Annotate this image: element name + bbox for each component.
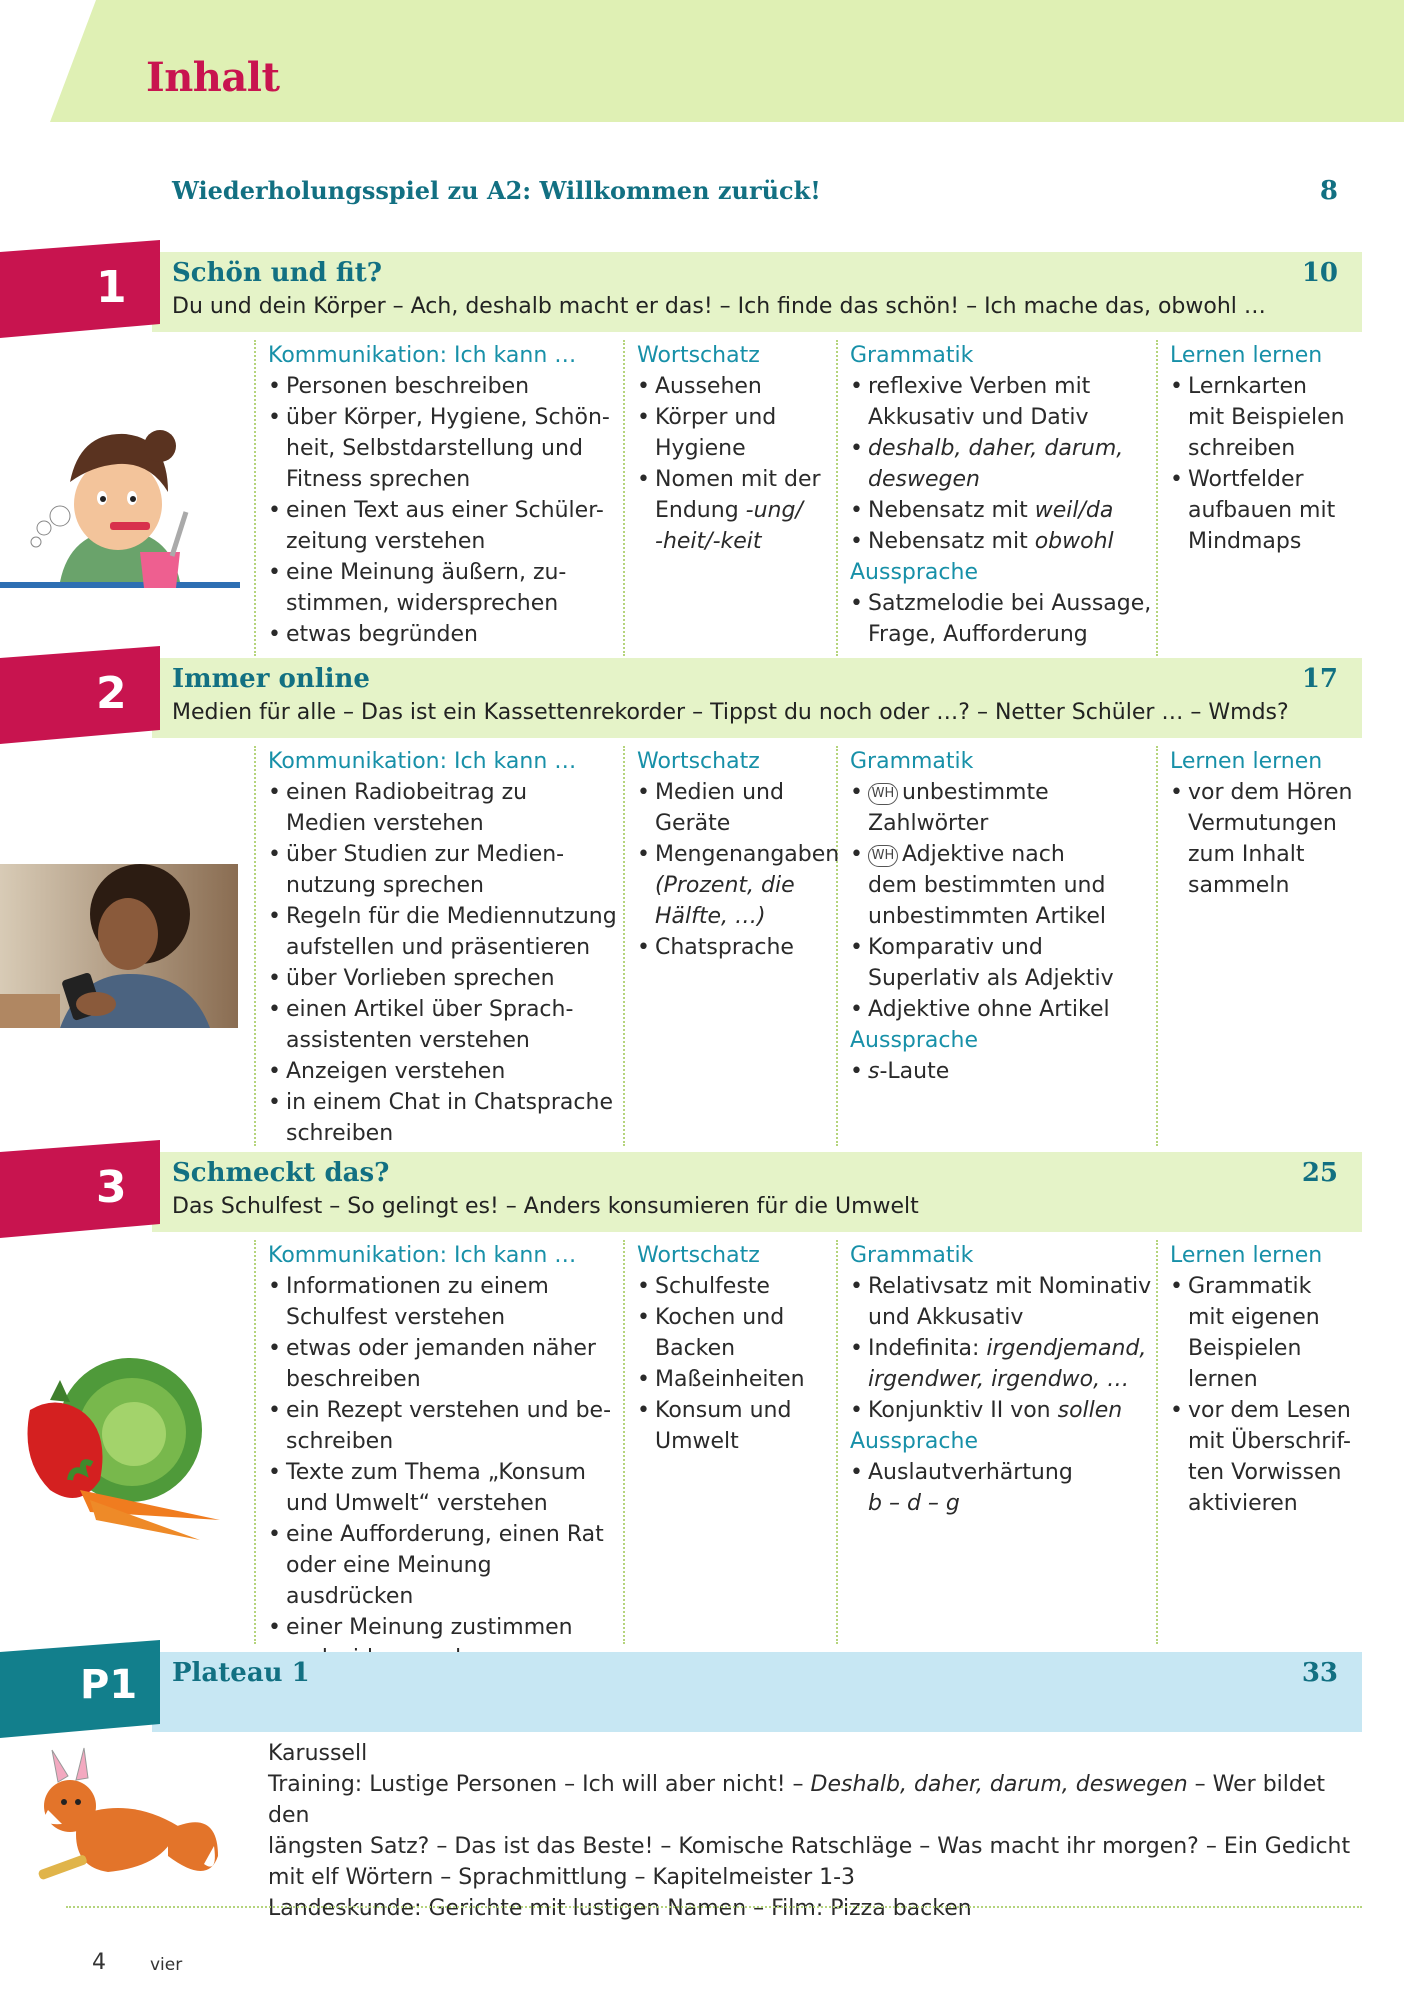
list-item: • Schulfeste (637, 1271, 836, 1302)
woman-with-phone-photo (0, 864, 238, 1028)
list-item: • s-Laute (850, 1056, 1156, 1087)
list-item: • Adjektive ohne Artikel (850, 994, 1156, 1025)
column-heading: Wortschatz (637, 1243, 760, 1268)
list-item: • Wortfelder aufbauen mit Mindmaps (1170, 464, 1360, 557)
bottom-divider (66, 1906, 1362, 1908)
list-item: • Lernkarten mit Beispielen schreiben (1170, 371, 1360, 464)
list-item: • Personen beschreiben (268, 371, 623, 402)
chapter-subtitle: Du und dein Körper – Ach, deshalb macht er das! – Ich finde das schön! – Ich mache das, obwohl … (172, 294, 1266, 319)
list-item: • Nebensatz mit obwohl (850, 526, 1156, 557)
girl-brushing-teeth-illustration (0, 412, 240, 598)
column-divider (1156, 1240, 1158, 1644)
chapter-title[interactable]: Immer online (172, 664, 370, 694)
column-divider (1156, 746, 1158, 1146)
list-item: • Medien und Geräte (637, 777, 836, 839)
kommunikation-column (258, 746, 623, 1149)
page-title: Inhalt (146, 54, 280, 101)
plateau-band (152, 1652, 1362, 1732)
column-divider (254, 1240, 256, 1644)
list-item: • Relativsatz mit Nominativ und Akkusativ (850, 1271, 1156, 1333)
lernen-column (1160, 1240, 1360, 1519)
list-item: • Chatsprache (637, 932, 836, 963)
chapter-page-number: 10 (1301, 258, 1338, 288)
grammatik-column (840, 340, 1156, 650)
list-item: • Regeln für die Mediennutzung aufstellen und präsentieren (268, 901, 623, 963)
list-item: • Indefinita: irgendjemand, irgendwer, irgendwo, … (850, 1333, 1156, 1395)
chapter-page-number: 17 (1301, 664, 1338, 694)
column-divider (623, 1240, 625, 1644)
list-item: • Mengenangaben (Prozent, die Hälfte, …) (637, 839, 836, 932)
list-item: • Komparativ und Superlativ als Adjektiv (850, 932, 1156, 994)
list-item: • über Körper, Hygiene, Schön- heit, Selbstdarstellung und Fitness sprechen (268, 402, 623, 495)
grammatik-column (840, 1240, 1156, 1519)
column-heading: Grammatik (850, 343, 974, 368)
column-divider (254, 746, 256, 1146)
list-item: • vor dem Hören Vermutungen zum Inhalt sammeln (1170, 777, 1360, 901)
list-item: • Texte zum Thema „Konsum und Umwelt“ verstehen (268, 1457, 623, 1519)
wortschatz-column (627, 746, 840, 963)
aussprache-heading: Aussprache (850, 560, 978, 585)
aussprache-heading: Aussprache (850, 1028, 978, 1053)
list-item: • etwas begründen (268, 619, 623, 650)
column-divider (836, 746, 838, 1146)
list-item: • WH Adjektive nach dem bestimmten und unbestimmten Artikel (850, 839, 1156, 932)
list-item: • Maßeinheiten (637, 1364, 836, 1395)
intro-page-number: 8 (1319, 176, 1338, 206)
list-item: • etwas oder jemanden näher beschreiben (268, 1333, 623, 1395)
list-item: • Nomen mit der Endung -ung/ -heit/-keit (637, 464, 836, 557)
list-item: • Auslautverhärtung b – d – g (850, 1457, 1156, 1519)
plateau-line: Training: Lustige Personen – Ich will aber nicht! – Deshalb, daher, darum, deswegen – Wer bildet den (268, 1772, 1326, 1828)
column-divider (254, 340, 256, 656)
chapter-title[interactable]: Schmeckt das? (172, 1158, 390, 1188)
column-heading: Kommunikation: Ich kann … (268, 1243, 577, 1268)
list-item: • Konjunktiv II von sollen (850, 1395, 1156, 1426)
intro-title: Wiederholungsspiel zu A2: Willkommen zurück! (172, 176, 821, 205)
list-item: • Konsum und Umwelt (637, 1395, 836, 1457)
column-heading: Grammatik (850, 749, 974, 774)
list-item: • Anzeigen verstehen (268, 1056, 623, 1087)
chapter-title[interactable]: Schön und fit? (172, 258, 382, 288)
list-item: • WH unbestimmte Zahlwörter (850, 777, 1156, 839)
list-item: • Grammatik mit eigenen Beispielen lernen (1170, 1271, 1360, 1395)
column-divider (836, 340, 838, 656)
plateau-title[interactable]: Plateau 1 (172, 1658, 310, 1688)
lernen-column (1160, 340, 1360, 557)
vegetables-illustration (10, 1340, 230, 1540)
wh-icon: WH (868, 845, 898, 867)
plateau-page-number: 33 (1301, 1658, 1338, 1688)
list-item: • Satzmelodie bei Aussage, Frage, Aufforderung (850, 588, 1156, 650)
list-item: • ein Rezept verstehen und be- schreiben (268, 1395, 623, 1457)
plateau-line: längsten Satz? – Das ist das Beste! – Komische Ratschläge – Was macht ihr morgen? – Ein Gedicht (268, 1834, 1351, 1859)
list-item: • Aussehen (637, 371, 836, 402)
list-item: • vor dem Lesen mit Überschrif- ten Vorwissen aktivieren (1170, 1395, 1360, 1519)
aussprache-heading: Aussprache (850, 1429, 978, 1454)
column-divider (623, 746, 625, 1146)
chapter-badge (0, 1140, 160, 1238)
column-heading: Lernen lernen (1170, 1243, 1323, 1268)
list-item: • Nebensatz mit weil/da (850, 495, 1156, 526)
list-item: • reflexive Verben mit Akkusativ und Dativ (850, 371, 1156, 433)
column-heading: Grammatik (850, 1243, 974, 1268)
plateau-line: Landeskunde: Gerichte mit lustigen Namen – Film: Pizza backen (268, 1896, 972, 1921)
list-item: • eine Meinung äußern, zu- stimmen, widersprechen (268, 557, 623, 619)
list-item: • deshalb, daher, darum, deswegen (850, 433, 1156, 495)
column-heading: Wortschatz (637, 343, 760, 368)
chapter-number: 3 (96, 1162, 127, 1213)
column-heading: Kommunikation: Ich kann … (268, 343, 577, 368)
column-divider (1156, 340, 1158, 656)
list-item: • über Studien zur Medien- nutzung sprechen (268, 839, 623, 901)
column-heading: Wortschatz (637, 749, 760, 774)
chapter-subtitle: Das Schulfest – So gelingt es! – Anders konsumieren für die Umwelt (172, 1194, 919, 1219)
kommunikation-column (258, 340, 623, 650)
chapter-page-number: 25 (1301, 1158, 1338, 1188)
list-item: • einen Radiobeitrag zu Medien verstehen (268, 777, 623, 839)
column-heading: Lernen lernen (1170, 749, 1323, 774)
list-item: • Informationen zu einem Schulfest verstehen (268, 1271, 623, 1333)
list-item: • über Vorlieben sprechen (268, 963, 623, 994)
column-heading: Kommunikation: Ich kann … (268, 749, 577, 774)
footer-page-word: vier (150, 1955, 183, 1975)
wortschatz-column (627, 1240, 836, 1457)
chapter-badge (0, 646, 160, 744)
list-item: • eine Aufforderung, einen Rat oder eine Meinung ausdrücken (268, 1519, 623, 1612)
column-heading: Lernen lernen (1170, 343, 1323, 368)
chapter-badge (0, 240, 160, 338)
column-divider (836, 1240, 838, 1644)
plateau-line: Karussell (268, 1741, 368, 1766)
wortschatz-column (627, 340, 836, 557)
wh-icon: WH (868, 783, 898, 805)
kommunikation-column (258, 1240, 623, 1674)
plateau-number: P1 (80, 1662, 138, 1708)
list-item: • einen Text aus einer Schüler- zeitung verstehen (268, 495, 623, 557)
chapter-number: 1 (96, 262, 127, 313)
list-item: • einer Meinung zustimmen (268, 1612, 623, 1674)
grammatik-column (840, 746, 1156, 1087)
column-divider (623, 340, 625, 656)
plateau-content (268, 1738, 1358, 1924)
fox-illustration (18, 1746, 228, 1896)
chapter-subtitle: Medien für alle – Das ist ein Kassettenrekorder – Tippst du noch oder …? – Netter Schüler … – Wmds? (172, 700, 1289, 725)
list-item: • einen Artikel über Sprach- assistenten verstehen (268, 994, 623, 1056)
footer-page-number: 4 (92, 1950, 106, 1975)
plateau-line: mit elf Wörtern – Sprachmittlung – Kapitelmeister 1-3 (268, 1865, 856, 1890)
chapter-number: 2 (96, 668, 127, 719)
list-item: • Körper und Hygiene (637, 402, 836, 464)
lernen-column (1160, 746, 1360, 901)
list-item: • in einem Chat in Chatsprache schreiben (268, 1087, 623, 1149)
list-item: • Kochen und Backen (637, 1302, 836, 1364)
